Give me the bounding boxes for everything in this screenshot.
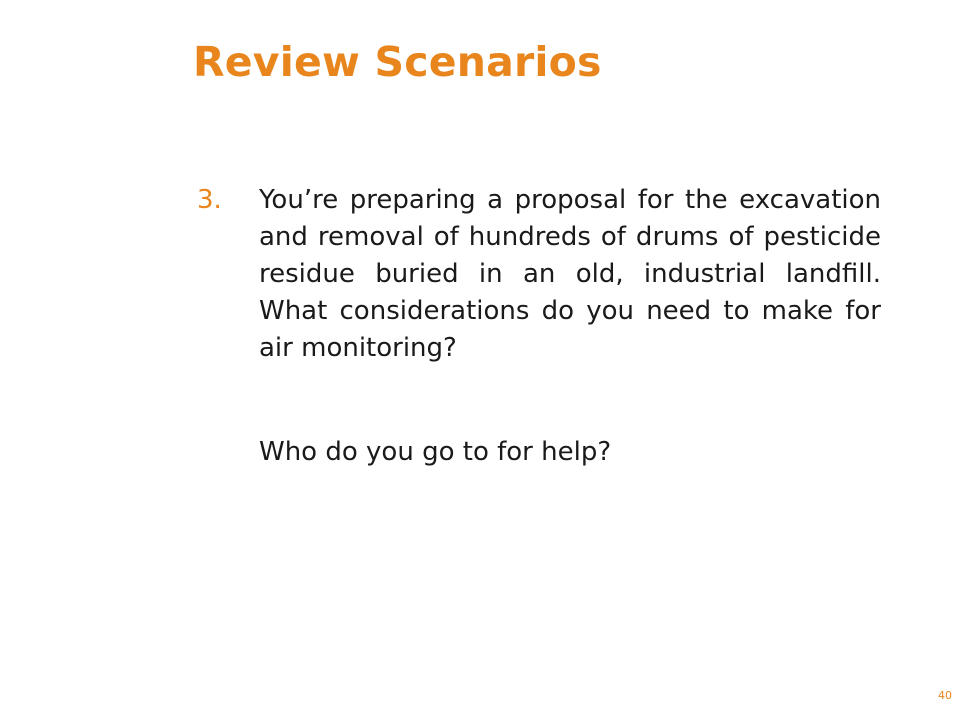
scenario-text: You’re preparing a proposal for the excavation and removal of hundreds of drums of pesticide residue buried in an old, industrial landfill. What considerations do you need to make for air monitoring? bbox=[259, 185, 881, 363]
list-item-number: 3. bbox=[197, 185, 222, 215]
page-number: 40 bbox=[938, 689, 952, 702]
slide-title: Review Scenarios bbox=[193, 38, 602, 86]
followup-question: Who do you go to for help? bbox=[259, 437, 612, 467]
